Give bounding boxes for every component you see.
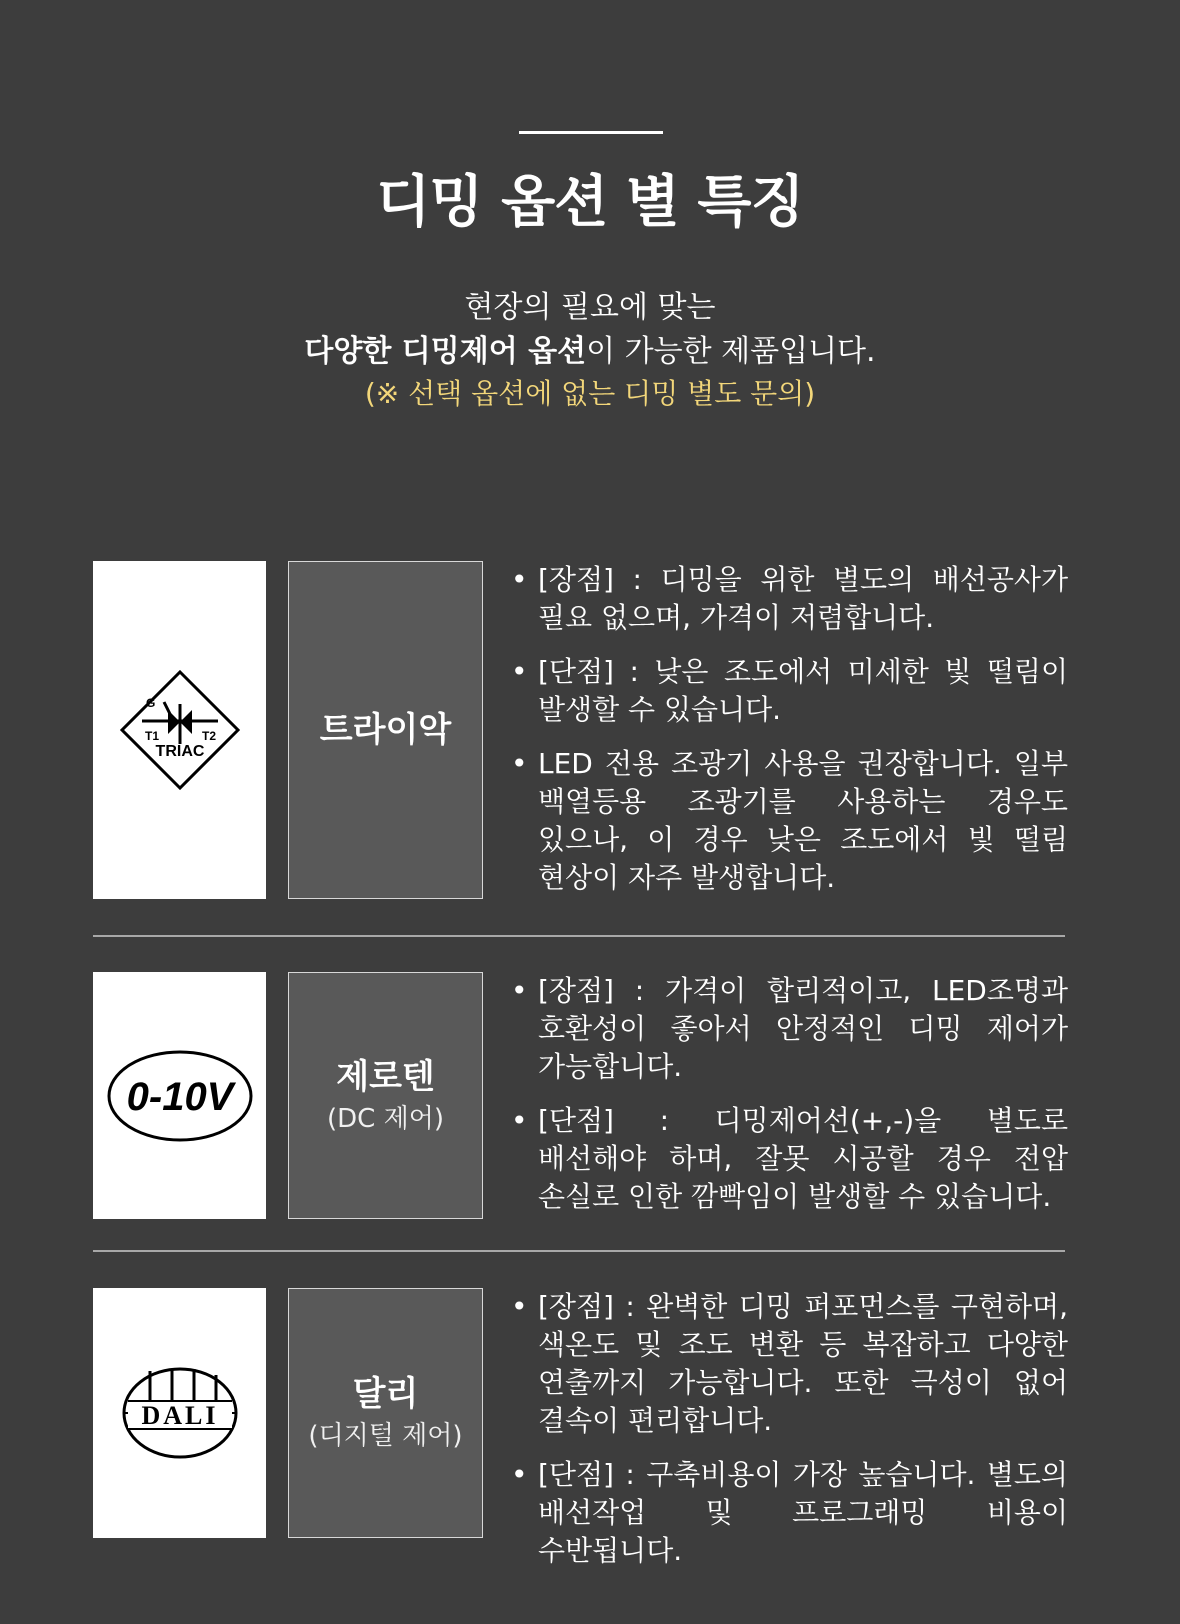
triac-icon [120, 670, 240, 790]
bullet-list [508, 1288, 1068, 1586]
intro-rest: 이 가능한 제품입니다. [586, 334, 876, 369]
bullet-item: • [장점] : 가격이 합리적이고, LED조명과 호환성이 좋아서 안정적인 디밍 제어가 가능합니다. [511, 974, 1068, 1083]
svg-text:DALI: DALI [140, 1401, 219, 1430]
option-name: 달리 [352, 1374, 419, 1414]
option-name: 트라이악 [319, 710, 452, 750]
bullet-item: • [장점] : 완벽한 디밍 퍼포먼스를 구현하며, 색온도 및 조도 변환 등 복잡하고 다양한 연출까지 가능합니다. 또한 극성이 없어 결속이 편리합니다. [511, 1290, 1068, 1437]
name-box-zero-ten [288, 972, 483, 1219]
name-box-triac [288, 561, 483, 899]
intro-line-2 [0, 330, 1180, 374]
svg-text:G: G [145, 696, 155, 710]
option-sub: (DC 제어) [327, 1103, 444, 1134]
intro-line-1: 현장의 필요에 맞는 [464, 290, 716, 325]
divider [93, 935, 1065, 937]
option-sub: (디지털 제어) [308, 1421, 463, 1451]
page-title: 디밍 옵션 별 특징 [376, 170, 804, 235]
option-name: 제로텐 [336, 1056, 435, 1097]
logo-box-dali [93, 1288, 266, 1538]
intro-highlight: 다양한 디밍제어 옵션 [304, 334, 587, 369]
logo-box-zero-ten [93, 972, 266, 1219]
intro [0, 286, 1180, 414]
bullet-item: • [단점] : 낮은 조도에서 미세한 빛 떨림이 발생할 수 있습니다. [511, 655, 1068, 726]
bullet-item: • LED 전용 조광기 사용을 권장합니다. 일부 백열등용 조광기를 사용하는 경우도 있으나, 이 경우 낮은 조도에서 빛 떨림 현상이 자주 발생합니다. [511, 747, 1068, 894]
bullet-item: • [단점] : 구축비용이 가장 높습니다. 별도의 배선작업 및 프로그래밍 비용이 수반됩니다. [511, 1458, 1068, 1567]
zero-ten-volt-icon [105, 1048, 255, 1144]
bullet-list [508, 972, 1068, 1232]
logo-box-triac [93, 561, 266, 899]
bullet-item: • [장점] : 디밍을 위한 별도의 배선공사가 필요 없으며, 가격이 저렴합니다. [511, 563, 1068, 634]
dali-icon [120, 1365, 240, 1461]
svg-text:0-10V: 0-10V [126, 1074, 233, 1119]
svg-text:T1: T1 [144, 729, 159, 743]
top-rule [519, 131, 663, 134]
bullet-item: • [단점] : 디밍제어선(+,-)을 별도로 배선해야 하며, 잘못 시공할 경우 전압 손실로 인한 깜빡임이 발생할 수 있습니다. [511, 1104, 1068, 1213]
divider [93, 1250, 1065, 1252]
svg-text:T2: T2 [201, 729, 216, 743]
name-box-dali [288, 1288, 483, 1538]
svg-text:TRIAC: TRIAC [155, 743, 204, 760]
bullet-list [508, 561, 1068, 913]
intro-note: (※ 선택 옵션에 없는 디밍 별도 문의) [364, 377, 816, 410]
